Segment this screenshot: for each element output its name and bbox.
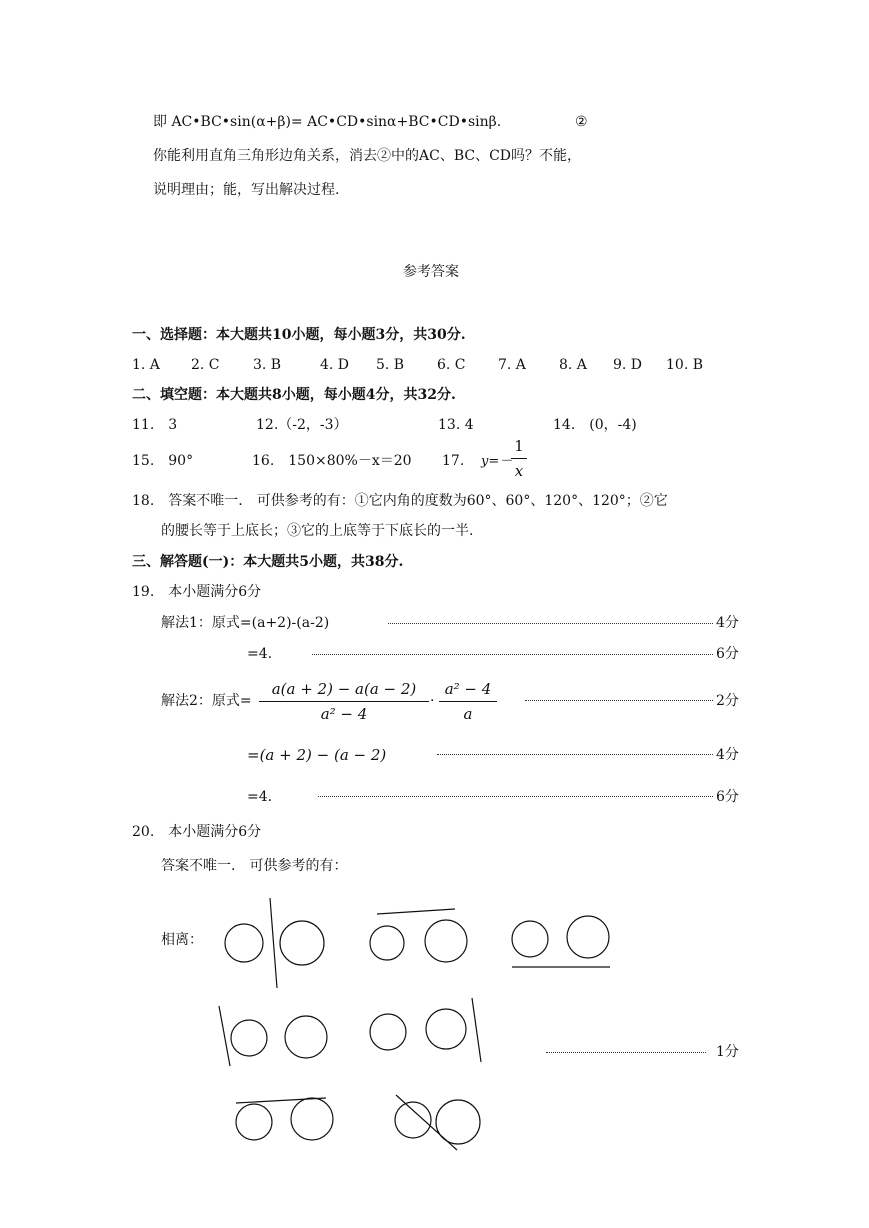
fraction-numerator: a² − 4 [439, 680, 497, 702]
section-1-heading: 一、选择题：本大题共10小题，每小题3分，共30分. [132, 327, 466, 343]
choice-answer: 5. B [376, 357, 405, 373]
score: 4分 [716, 747, 739, 763]
choice-answer: 8. A [559, 357, 587, 373]
fill-answer-17-prefix: y=－ [481, 454, 513, 469]
fill-answer-16: 16. 150×80%－x＝20 [252, 453, 412, 469]
choice-answer: 7. A [498, 357, 526, 373]
q20-intro: 答案不唯一. 可供参考的有： [161, 858, 348, 874]
q20-title: 20. 本小题满分6分 [132, 824, 262, 840]
q19-method-1-result: =4. [247, 646, 273, 662]
fraction-numerator: 1 [511, 437, 527, 459]
answers-title: 参考答案 [403, 264, 459, 280]
q19-title: 19. 本小题满分6分 [132, 584, 262, 600]
fraction-denominator: a² − 4 [320, 705, 368, 723]
choice-answer: 9. D [613, 357, 643, 373]
fraction-numerator: a(a + 2) − a(a − 2) [259, 680, 429, 702]
fraction-denominator: a [463, 705, 473, 723]
fill-answer-18-line-1: 18. 答案不唯一. 可供参考的有：①它内角的度数为60°、60°、120°、120°；②它 [132, 493, 668, 509]
fill-answer-11: 11. 3 [132, 417, 178, 433]
fill-answer-17-label: 17. [442, 453, 465, 469]
choice-answer: 10. B [666, 357, 704, 373]
q19-method-2-label: 解法2：原式= [161, 693, 252, 709]
fill-answer-14: 14. (0，-4) [553, 417, 637, 433]
diagram-7 [395, 1095, 480, 1150]
fill-answer-13: 13. 4 [438, 417, 474, 433]
equation-mark: ② [575, 114, 588, 130]
multiply-dot: · [430, 693, 435, 709]
intro-line-2: 你能利用直角三角形边角关系，消去②中的AC、BC、CD吗？不能， [153, 148, 582, 164]
fill-answer-18-line-2: 的腰长等于上底长；③它的上底等于下底长的一半. [161, 523, 474, 539]
intro-line-3: 说明理由；能，写出解决过程. [153, 182, 340, 198]
choice-answer: 4. D [320, 357, 350, 373]
score: 6分 [716, 789, 739, 805]
choice-answer: 2. C [191, 357, 220, 373]
q19-method-2-step: =(a + 2) − (a − 2) [247, 746, 387, 764]
score: 1分 [716, 1044, 739, 1060]
diagram-4 [219, 1006, 327, 1066]
section-3-heading: 三、解答题(一)：本大题共5小题，共38分. [132, 554, 404, 570]
fill-answer-15: 15. 90° [132, 453, 194, 469]
score: 2分 [716, 693, 739, 709]
q20-label-separate: 相离： [161, 932, 203, 948]
diagram-6 [236, 1098, 333, 1140]
fraction-denominator: x [514, 462, 524, 480]
choice-answer: 3. B [253, 357, 282, 373]
score: 4分 [716, 615, 739, 631]
q19-method-2-result: =4. [247, 789, 273, 805]
choice-answer: 6. C [437, 357, 466, 373]
section-2-heading: 二、填空题：本大题共8小题，每小题4分，共32分. [132, 387, 456, 403]
diagram-3 [512, 916, 610, 967]
intro-line-1: 即 AC•BC•sin(α+β)= AC•CD•sinα+BC•CD•sinβ. [153, 114, 502, 130]
q19-method-1: 解法1：原式=(a+2)-(a-2) [161, 615, 330, 631]
choice-answer: 1. A [132, 357, 160, 373]
score: 6分 [716, 646, 739, 662]
fill-answer-12: 12.（-2，-3） [256, 417, 348, 433]
diagram-2 [370, 909, 467, 962]
diagram-5 [370, 998, 481, 1062]
diagram-1 [225, 898, 324, 988]
